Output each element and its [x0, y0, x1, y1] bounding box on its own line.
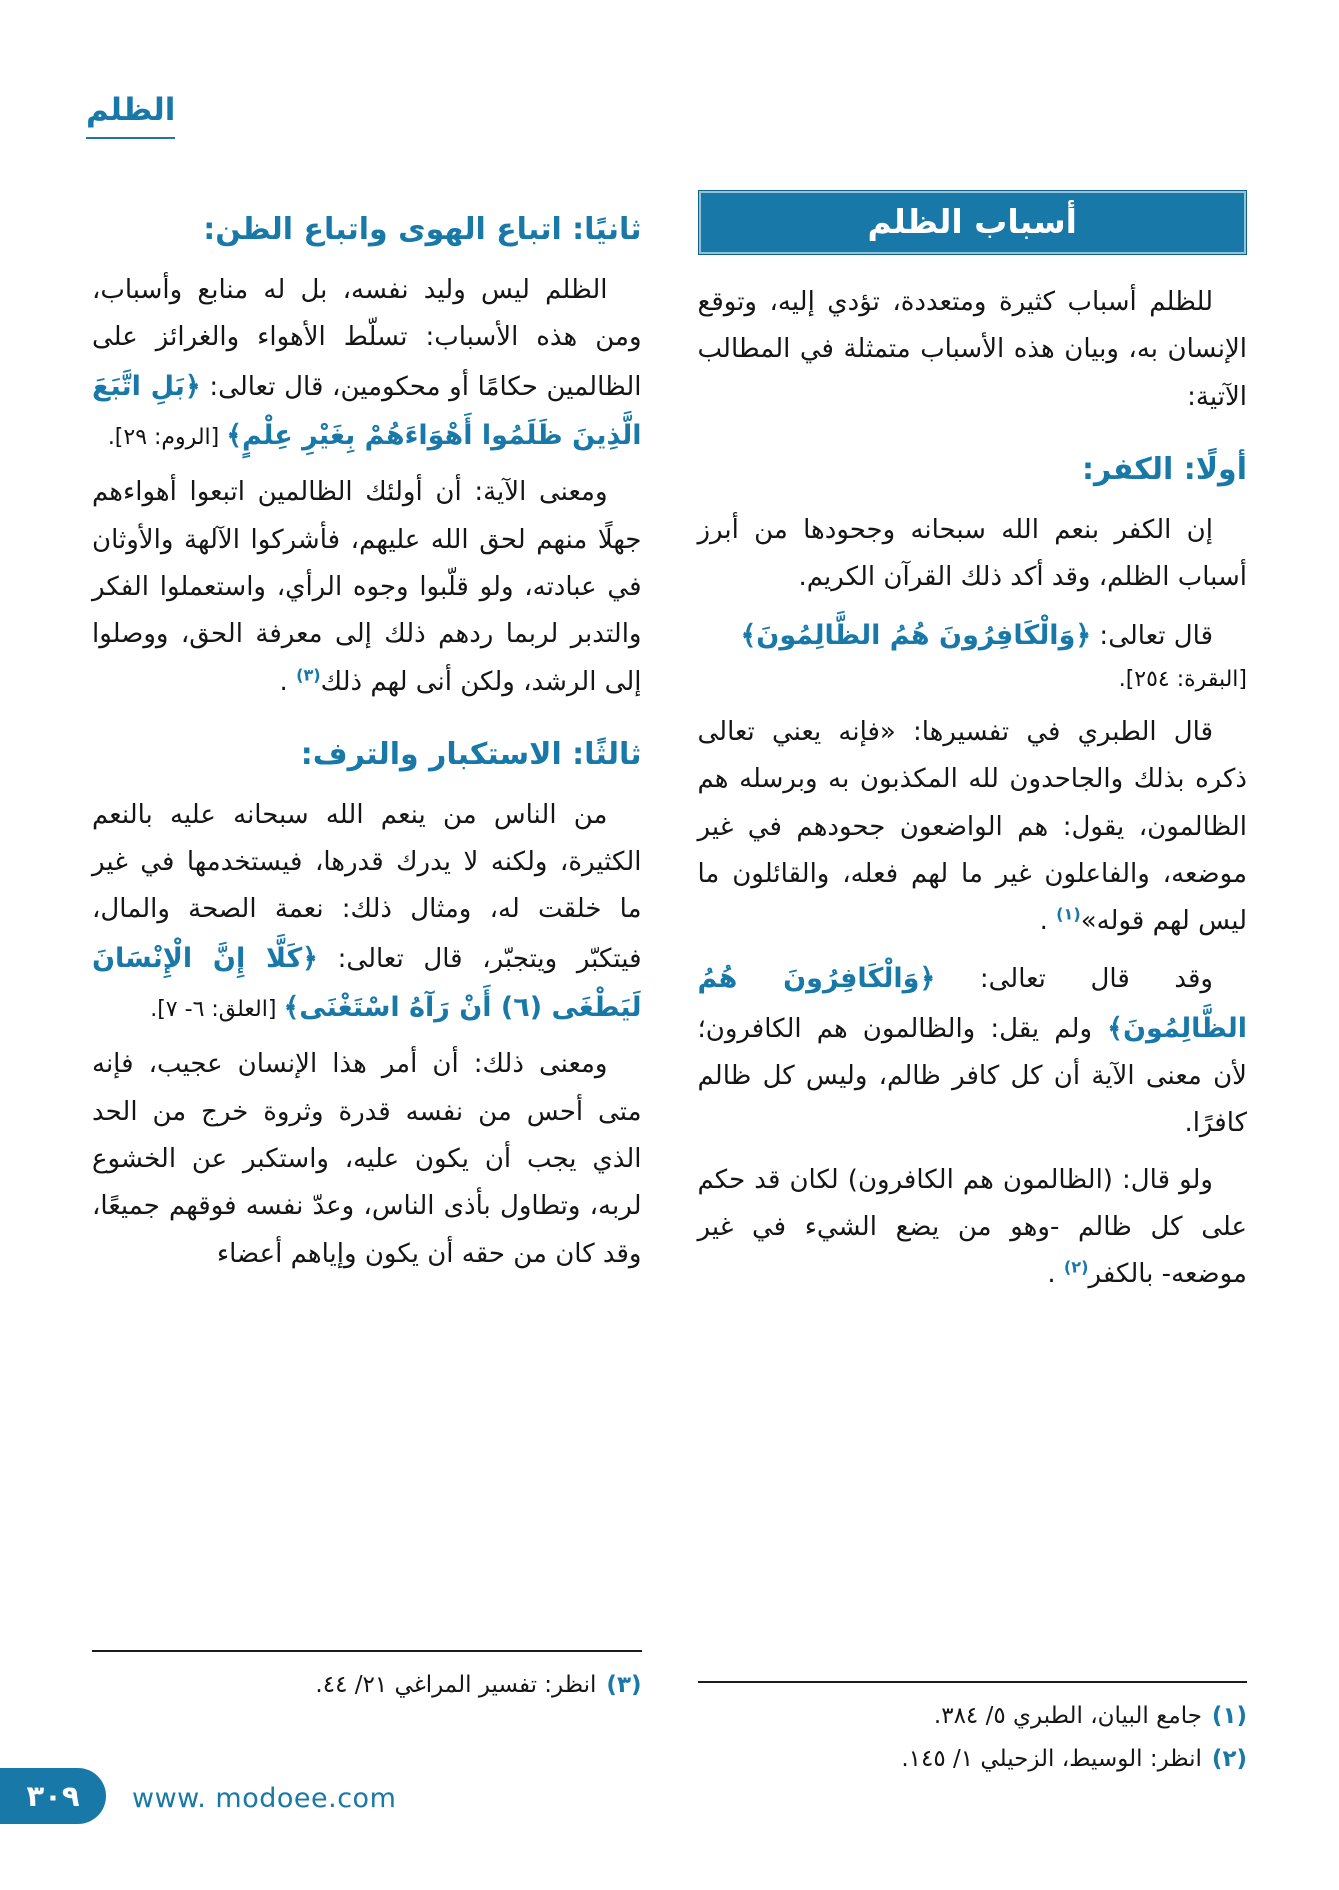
paragraph-text: .	[1047, 1259, 1064, 1290]
page-number-badge	[0, 1768, 106, 1824]
paragraph-text: ولم يقل: والظالمون هم الكافرون؛ لأن معنى الآية أن كل كافر ظالم، وليس كل ظالم كافرًا.	[697, 1013, 1247, 1139]
footnote-text: انظر: الوسيط، الزحيلي ١/ ١٤٥.	[901, 1746, 1202, 1773]
footnote-marker: (١)	[1056, 904, 1081, 924]
verse-reference: [الروم: ٢٩].	[107, 424, 227, 450]
footnote-item	[698, 1695, 1248, 1739]
paragraph-with-verse	[698, 954, 1248, 1147]
paragraph	[92, 469, 642, 706]
paragraph-with-verse	[92, 792, 642, 1033]
footnote-marker: (٢)	[1063, 1257, 1089, 1277]
paragraph: ومعنى ذلك: أن أمر هذا الإنسان عجيب، فإنه متى أحس من نفسه قدرة وثروة خرج من الحد الذي يجب أن يكون عليه، واستكبر عن الخشوع لربه، وتطاول بأذى الناس، وعدّ نفسه فوقهم جميعًا، وقد كان من حقه أن يكون وإياهم أعضاء	[92, 1049, 642, 1269]
paragraph-tabari-quote	[698, 709, 1248, 946]
content-columns	[92, 190, 1247, 1782]
footnote-item	[92, 1664, 642, 1708]
footnotes-right	[698, 1681, 1248, 1782]
footnote-text: جامع البيان، الطبري ٥/ ٣٨٤.	[933, 1702, 1202, 1729]
paragraph-text: الظلم ليس وليد نفسه، بل له منابع وأسباب، ومن هذه الأسباب: تسلّط الأهواء والغرائز على الظالمين حكامًا أو محكومين، قال تعالى:	[92, 275, 642, 402]
paragraph	[698, 1157, 1248, 1299]
quran-verse: ﴿وَالْكَافِرُونَ هُمُ الظَّالِمُونَ﴾	[697, 963, 1247, 1044]
footnote-number: (٢)	[1211, 1746, 1247, 1773]
paragraph-text: وقد قال تعالى:	[935, 964, 1213, 995]
subheading-first-cause: أولًا: الكفر:	[1082, 451, 1247, 487]
verse-lead: قال تعالى:	[1091, 620, 1213, 651]
paragraph-text: ولو قال: (الظالمون هم الكافرون) لكان قد حكم على كل ظالم -وهو من يضع الشيء في غير موضعه- بالكفر	[697, 1164, 1247, 1290]
quran-verse: ﴿كَلَّا إِنَّ الْإِنْسَانَ لَيَطْغَى (٦) أَنْ رَآهُ اسْتَغْنَى﴾	[92, 942, 642, 1024]
paragraph-text: .	[1039, 906, 1057, 937]
footnote-marker: (٣)	[296, 664, 321, 684]
verse-reference: [البقرة: ٢٥٤].	[1118, 666, 1247, 692]
footnote-number: (٣)	[606, 1672, 642, 1699]
verse-paragraph	[698, 611, 1248, 700]
right-column	[698, 190, 1248, 1782]
paragraph: إن الكفر بنعم الله سبحانه وجحودها من أبرز أسباب الظلم، وقد أكد ذلك القرآن الكريم.	[697, 514, 1247, 593]
paragraph-text: .	[279, 666, 297, 697]
page-number: ٣٠٩	[26, 1779, 80, 1813]
subheading-second-cause: ثانيًا: اتباع الهوى واتباع الظن:	[203, 212, 642, 247]
footnotes-left	[92, 1650, 642, 1708]
section-title-box	[698, 190, 1248, 255]
footnote-text: انظر: تفسير المراغي ٢١/ ٤٤.	[315, 1672, 597, 1699]
left-column	[92, 190, 642, 1782]
footnote-item	[698, 1738, 1248, 1782]
footnote-number: (١)	[1211, 1702, 1247, 1729]
subheading-third-cause: ثالثًا: الاستكبار والترف:	[300, 736, 642, 772]
running-head-title: الظلم	[86, 92, 175, 139]
quran-verse: ﴿بَلِ اتَّبَعَ الَّذِينَ ظَلَمُوا أَهْوَاءَهُمْ بِغَيْرِ عِلْمٍ﴾	[92, 370, 642, 451]
paragraph-text: من الناس من ينعم الله سبحانه عليه بالنعم الكثيرة، ولكنه لا يدرك قدرها، فيستخدمها في غير ما خلقت له، ومثال ذلك: نعمة الصحة والمال، فيتكبّر ويتجبّر، قال تعالى:	[92, 799, 642, 974]
paragraph-text: ومعنى الآية: أن أولئك الظالمين اتبعوا أهواءهم جهلًا منهم لحق الله عليهم، فأشركوا الآلهة والأوثان في عبادته، ولو قلّبوا وجوه الرأي، واستعملوا الفكر والتدبر لربما ردهم ذلك إلى معرفة الحق، ووصلوا إلى الرشد، ولكن أنى لهم ذلك	[92, 477, 642, 697]
paragraph-text: قال الطبري في تفسيرها: «فإنه يعني تعالى ذكره بذلك والجاحدون لله المكذبون به وبرسله هم الظالمون، يقول: هم الواضعون جحودهم في غير موضعه، والفاعلون غير ما لهم فعله، والقائلون ما ليس لهم قوله»	[697, 716, 1247, 937]
paragraph-intro: للظلم أسباب كثيرة ومتعددة، تؤدي إليه، وتوقع الإنسان به، وبيان هذه الأسباب متمثلة في المطالب الآتية:	[697, 287, 1247, 412]
section-title: أسباب الظلم	[867, 202, 1077, 241]
paragraph-with-verse	[92, 267, 642, 460]
website-text: www. modoee.com	[132, 1783, 397, 1814]
quran-verse: ﴿وَالْكَافِرُونَ هُمُ الظَّالِمُونَ﴾	[740, 619, 1092, 651]
verse-reference: [العلق: ٦- ٧].	[150, 997, 284, 1023]
